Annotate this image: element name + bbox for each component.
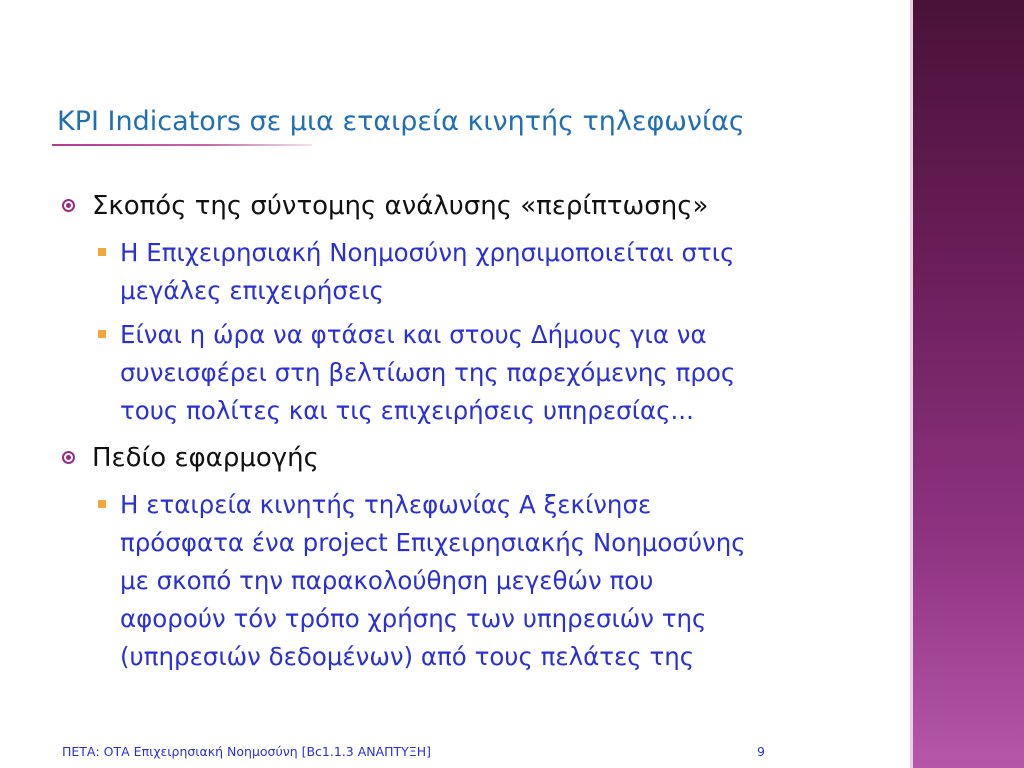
sub-bullet-line: με σκοπό την παρακολούθηση μεγεθών που xyxy=(120,566,654,595)
square-bullet-icon xyxy=(98,248,106,256)
circle-dot-icon xyxy=(62,451,75,464)
sub-bullet-line: αφορούν τόν τρόπο χρήσης των υπηρεσιών της xyxy=(120,604,707,633)
sub-bullet-line: (υπηρεσιών δεδομένων) από τους πελάτες της xyxy=(120,642,695,671)
sub-bullet xyxy=(92,316,903,430)
decorative-side-band xyxy=(913,0,1024,768)
title-underline xyxy=(52,144,312,146)
section-heading: Πεδίο εφαρμογής xyxy=(92,443,319,473)
square-bullet-icon xyxy=(98,500,106,508)
sub-bullet-line: τους πολίτες και τις επιχειρήσεις υπηρεσίας... xyxy=(120,396,694,425)
sub-bullet-line: Η εταιρεία κινητής τηλεφωνίας Α ξεκίνησε xyxy=(120,490,652,519)
section-heading: Σκοπός της σύντομης ανάλυσης «περίπτωσης» xyxy=(92,191,709,221)
slide-title: KPI Indicators σε μια εταιρεία κινητής τηλεφωνίας xyxy=(57,106,745,137)
slide-body xyxy=(58,188,903,682)
sub-bullet-line: Η Επιχειρησιακή Νοημοσύνη χρησιμοποιείται στις xyxy=(120,238,735,267)
sub-bullet-line: συνεισφέρει στη βελτίωση της παρεχόμενης προς xyxy=(120,358,736,387)
bullet-section-purpose xyxy=(58,188,903,224)
sub-bullet xyxy=(92,234,903,310)
sub-bullet-line: πρόσφατα ένα project Επιχειρησιακής Νοημοσύνης xyxy=(120,528,746,557)
page-number: 9 xyxy=(757,744,765,759)
bullet-section-scope xyxy=(58,440,903,476)
circle-dot-icon xyxy=(62,199,75,212)
square-bullet-icon xyxy=(98,330,106,338)
sub-bullet xyxy=(92,486,903,676)
sub-bullet-line: Είναι η ώρα να φτάσει και στους Δήμους για να xyxy=(120,320,707,349)
slide-footer: ΠΕΤΑ: ΟΤΑ Επιχειρησιακή Νοημοσύνη [Bc1.1.3 ΑΝΑΠΤΥΞΗ] xyxy=(62,744,431,759)
sub-bullet-line: μεγάλες επιχειρήσεις xyxy=(120,276,384,305)
